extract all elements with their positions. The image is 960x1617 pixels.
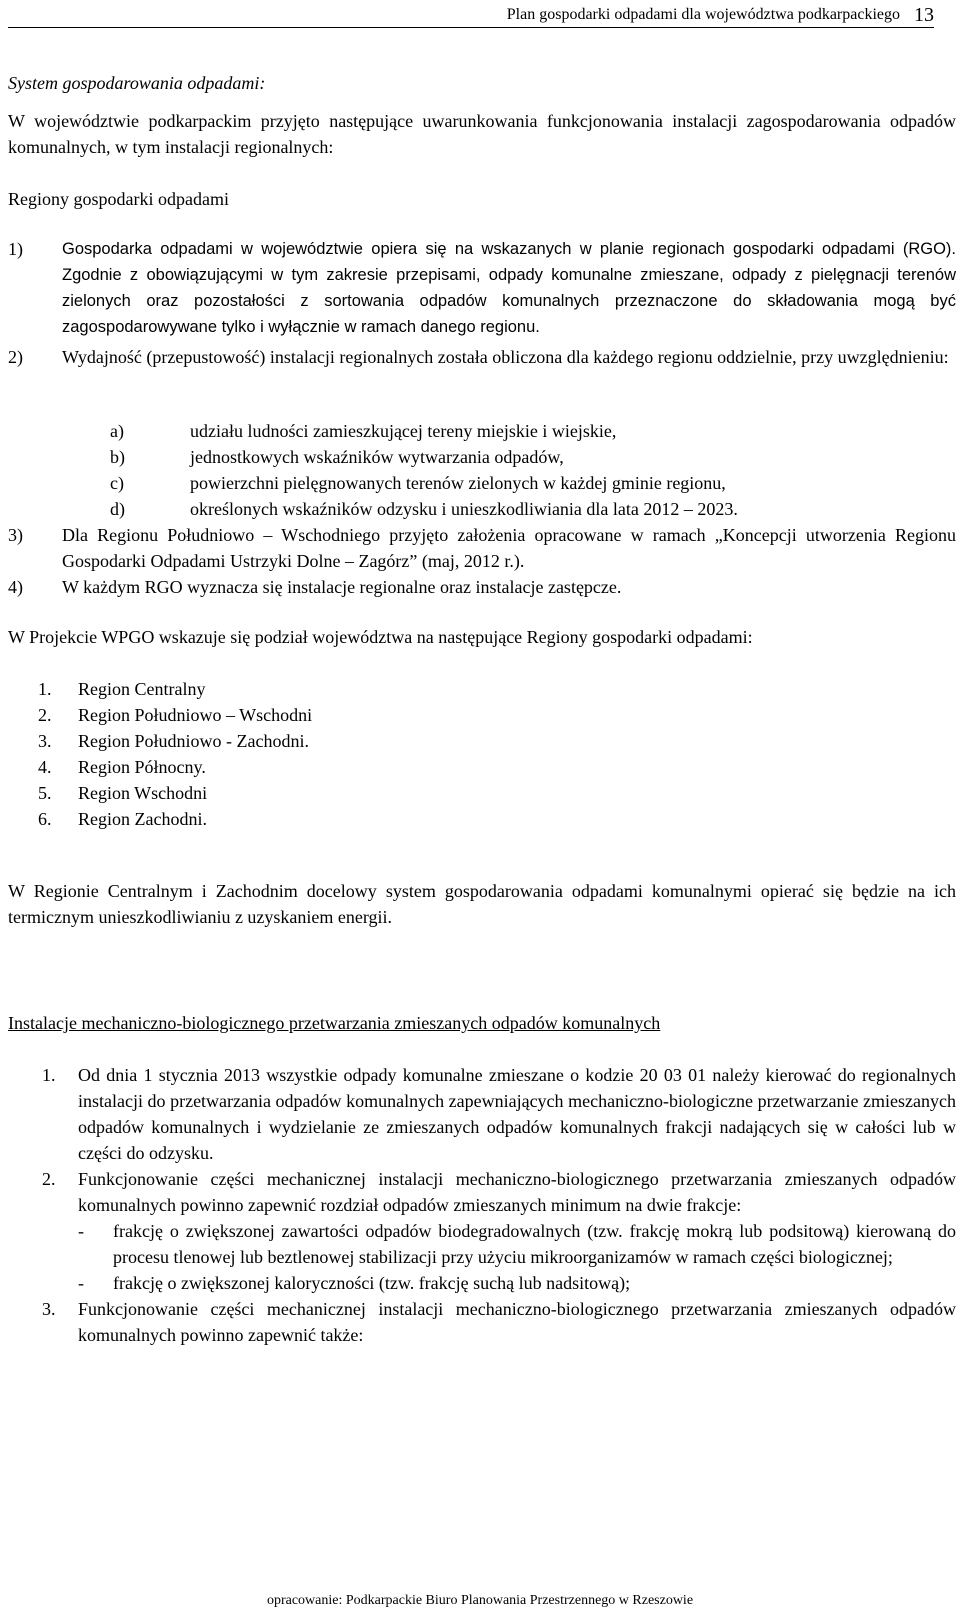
regions-list xyxy=(8,676,956,832)
subheading-regions: Regiony gospodarki odpadami xyxy=(8,189,229,209)
factors-list xyxy=(8,418,956,522)
region-number: 2. xyxy=(38,705,52,725)
factor-item xyxy=(8,470,956,496)
item-number: 1) xyxy=(8,239,23,259)
item-number: 3) xyxy=(8,525,23,545)
region-item xyxy=(8,728,956,754)
factor-letter: c) xyxy=(110,473,124,493)
item-text: Gospodarka odpadami w województwie opiera się na wskazanych w planie regionach gospodarki odpadami (RGO). Zgodnie z obowiązującymi w tym zakresie przepisami, odpady komunalne zmieszane, odpady z pielęgnacji terenów zielonych oraz pozostałości z sortowania odpadów komunalnych przeznaczone do składowania mogą być zagospodarowywane tylko i wyłącznie w ramach danego regionu. xyxy=(62,240,956,336)
fraction-text: frakcję o zwiększonej zawartości odpadów biodegradowalnych (tzw. frakcję mokrą lub podsitową) kierowaną do procesu tlenowej lub beztlenowej stabilizacji przy użyciu mikroorganizamów w ramach części biologicznej; xyxy=(113,1221,956,1267)
region-name: Region Centralny xyxy=(78,679,206,699)
item-text: Wydajność (przepustowość) instalacji regionalnych została obliczona dla każdego regionu oddzielnie, przy uwzględnieniu: xyxy=(62,347,949,367)
item-text: Funkcjonowanie części mechanicznej instalacji mechaniczno-biologicznego przetwarzania zmieszanych odpadów komunalnych powinno zapewnić także: xyxy=(78,1299,956,1345)
factor-letter: b) xyxy=(110,447,125,467)
fraction-text: frakcję o zwiększonej kaloryczności (tzw. frakcję suchą lub nadsitową); xyxy=(113,1273,631,1293)
region-number: 6. xyxy=(38,809,52,829)
dash-marker: - xyxy=(78,1273,84,1293)
factor-letter: d) xyxy=(110,499,125,519)
item-number: 2. xyxy=(42,1169,56,1189)
fraction-item xyxy=(8,1218,956,1270)
conditions-list-continued xyxy=(8,522,956,600)
header-rule xyxy=(8,27,934,28)
item-number: 2) xyxy=(8,347,23,367)
factor-text: jednostkowych wskaźników wytwarzania odpadów, xyxy=(190,447,564,467)
region-number: 5. xyxy=(38,783,52,803)
region-number: 3. xyxy=(38,731,52,751)
item-number: 1. xyxy=(42,1065,56,1085)
mbt-heading: Instalacje mechaniczno-biologicznego przetwarzania zmieszanych odpadów komunalnych xyxy=(8,1013,661,1033)
condition-item xyxy=(8,236,956,340)
item-number: 4) xyxy=(8,577,23,597)
region-name: Region Wschodni xyxy=(78,783,208,803)
condition-item xyxy=(8,522,956,574)
division-intro: W Projekcie WPGO wskazuje się podział województwa na następujące Regiony gospodarki odpadami: xyxy=(8,627,753,647)
factor-text: określonych wskaźników odzysku i unieszkodliwiania dla lata 2012 – 2023. xyxy=(190,499,738,519)
factor-item xyxy=(8,444,956,470)
factor-letter: a) xyxy=(110,421,124,441)
central-paragraph: W Regionie Centralnym i Zachodnim docelowy system gospodarowania odpadami komunalnymi opierać się będzie na ich termicznym unieszkodliwianiu z uzyskaniem energii. xyxy=(8,881,956,927)
region-number: 1. xyxy=(38,679,52,699)
region-item xyxy=(8,780,956,806)
item-text: Dla Regionu Południowo – Wschodniego przyjęto założenia opracowane w ramach „Koncepcji utworzenia Regionu Gospodarki Odpadami Ustrzyki Dolne – Zagórz” (maj, 2012 r.). xyxy=(62,525,956,571)
region-item xyxy=(8,676,956,702)
page-number: 13 xyxy=(914,4,934,26)
factor-text: powierzchni pielęgnowanych terenów zielonych w każdej gminie regionu, xyxy=(190,473,726,493)
item-number: 3. xyxy=(42,1299,56,1319)
region-name: Region Zachodni. xyxy=(78,809,207,829)
factor-text: udziału ludności zamieszkującej tereny miejskie i wiejskie, xyxy=(190,421,617,441)
page-header xyxy=(0,0,960,30)
section-title: System gospodarowania odpadami: xyxy=(8,73,266,93)
region-item xyxy=(8,702,956,728)
mbt-list xyxy=(8,1062,956,1348)
region-number: 4. xyxy=(38,757,52,777)
header-title: Plan gospodarki odpadami dla województwa podkarpackiego xyxy=(506,6,900,23)
factor-item xyxy=(8,418,956,444)
region-name: Region Północny. xyxy=(78,757,206,777)
condition-item xyxy=(8,344,956,370)
factor-item xyxy=(8,496,956,522)
dash-marker: - xyxy=(78,1221,84,1241)
fraction-item xyxy=(8,1270,956,1296)
mbt-item xyxy=(8,1062,956,1166)
region-name: Region Południowo – Wschodni xyxy=(78,705,313,725)
region-item xyxy=(8,754,956,780)
condition-item xyxy=(8,574,956,600)
region-item xyxy=(8,806,956,832)
intro-paragraph: W województwie podkarpackim przyjęto następujące uwarunkowania funkcjonowania instalacji zagospodarowania odpadów komunalnych, w tym instalacji regionalnych: xyxy=(8,111,956,157)
item-text: W każdym RGO wyznacza się instalacje regionalne oraz instalacje zastępcze. xyxy=(62,577,622,597)
item-text: Od dnia 1 stycznia 2013 wszystkie odpady komunalne zmieszane o kodzie 20 03 01 należy kierować do regionalnych instalacji do przetwarzania odpadów komunalnych zapewniających mechaniczno-biologiczne przetwarzanie zmieszanych odpadów komunalnych i wydzielanie ze zmieszanych odpadów komunalnych frakcji nadających się w całości lub w części do odzysku. xyxy=(78,1065,956,1163)
mbt-item xyxy=(8,1166,956,1218)
conditions-list xyxy=(8,236,956,370)
page-footer: opracowanie: Podkarpackie Biuro Planowania Przestrzennego w Rzeszowie xyxy=(266,1593,694,1608)
item-text: Funkcjonowanie części mechanicznej instalacji mechaniczno-biologicznego przetwarzania zmieszanych odpadów komunalnych powinno zapewnić rozdział odpadów zmieszanych minimum na dwie frakcje: xyxy=(78,1169,956,1215)
mbt-item xyxy=(8,1296,956,1348)
region-name: Region Południowo - Zachodni. xyxy=(78,731,309,751)
